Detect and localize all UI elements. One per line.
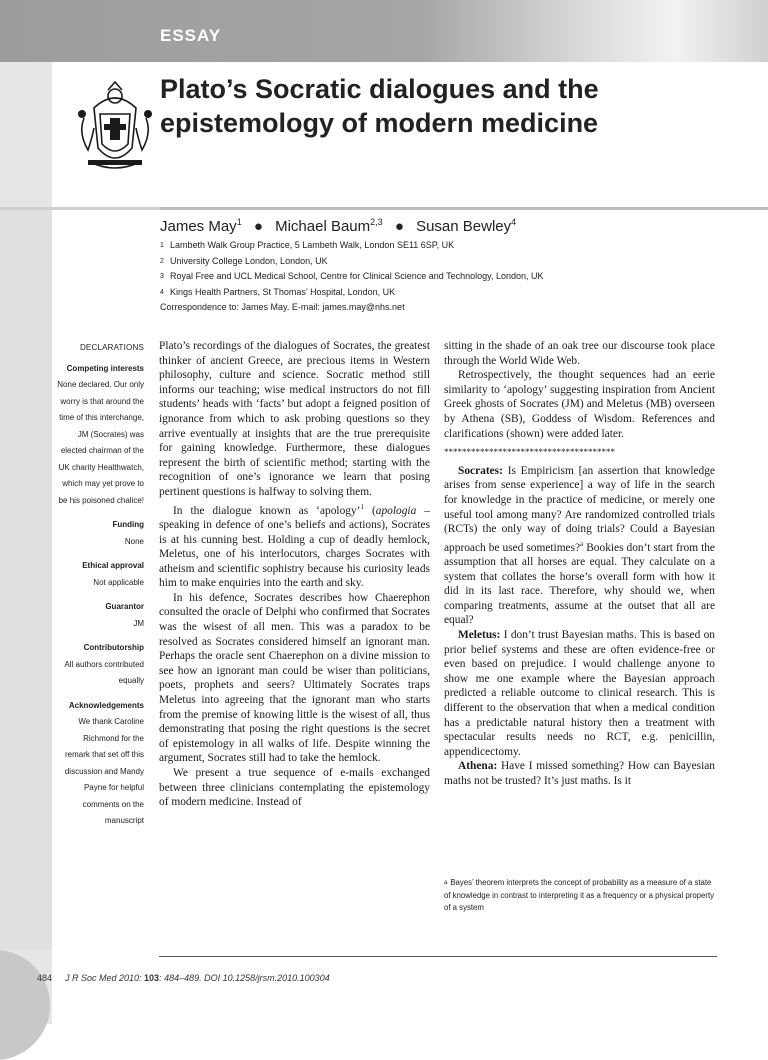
affiliation-line: 2 University College London, London, UK <box>160 255 328 266</box>
declaration-text: None <box>124 536 144 546</box>
declaration-heading: Ethical approval <box>82 561 144 570</box>
author-affiliation-mark: 2,3 <box>370 217 383 227</box>
section-label: ESSAY <box>160 26 222 45</box>
footer-divider <box>159 956 717 957</box>
declaration-text: None declared. Our only worry is that around the time of this interchange, JM (Socrates) was elected chairman of the UK charity Healthwatch, which may yet prove to be his poisoned chalice! <box>57 380 144 505</box>
author-name: Michael Baum <box>275 218 371 235</box>
section-break: ************************************** <box>444 447 615 458</box>
affiliation-line: 1 Lambeth Walk Group Practice, 5 Lambeth Walk, London SE11 6SP, UK <box>160 240 455 250</box>
declaration-text: We thank Caroline Richmond for the remark that set off this discussion and Mandy Payne for helpful comments on the manuscript <box>64 717 144 825</box>
declaration-heading: Funding <box>112 520 144 529</box>
declaration-section <box>56 640 144 690</box>
declaration-section <box>56 558 144 591</box>
declaration-text: Not applicable <box>93 577 144 587</box>
declaration-section <box>56 361 144 510</box>
paragraph: Retrospectively, the thought sequences had an eerie similarity to ‘apology’ suggesting inspiration from Ancient Greek ghosts of Socrates (JM) and Meletus (MB) overseen by Athena (SB), Goddess of Wisdom. References and clarifications (shown) were added later. <box>444 369 715 440</box>
page-number: 484 <box>37 973 53 983</box>
speaker-name: Socrates: <box>458 464 503 477</box>
article-title: Plato’s Socratic dialogues and the epistemology of modern medicine <box>160 74 599 138</box>
author-name: James May <box>160 218 237 235</box>
paragraph: Plato’s recordings of the dialogues of Socrates, the greatest thinker of ancient Greece, are precious items in Western philosophy, culture and science. Socratic method still informs our teaching; wise medical instructors do not fill students’ heads with ‘facts’ but adopt a feigned position of ignorance from which to ask probing questions so they arrive eventually at insights that are the true prerequisite for gaining knowledge. Furthermore, these dialogues represent the birth of scientific method; starting with the recognition of one’s ignorance we learn that posing pertinent questions is halfway to solving them. <box>159 340 430 498</box>
dialogue-paragraph: Socrates: Is Empiricism [an assertion that knowledge arises from sense experience] a way of life in the search for knowledge in the practice of medicine, or merely one useful tool among many? Are randomized controlled trials (RCTs) the only way of doing trials? Could a Bayesian approach be used sometimes?$^a$ Bookies don’t start from the assumption that all horses are equal. They calculate on a system that collates the horse’s overall form with how it did in its last race. Therefore, why should we, when comparing treatments, assume at the outset that all are equal? <box>444 464 715 627</box>
declaration-section <box>56 698 144 830</box>
society-crest-logo <box>74 78 156 174</box>
reference-mark: 1 <box>360 502 364 511</box>
author-list <box>160 217 516 235</box>
declarations-sidebar <box>56 340 144 838</box>
declaration-heading: Acknowledgements <box>68 700 144 710</box>
dialogue-paragraph: Athena: Have I missed something? How can Bayesian maths not be trusted? It’s just maths. Is it <box>444 760 715 788</box>
speaker-name: Meletus: <box>458 629 501 642</box>
paragraph: In his defence, Socrates describes how Chaerephon consulted the oracle of Delphi who confirmed that Socrates was the wisest of all men. This was a paradox to be resolved as Socrates considered himself an ignorant man. Perhaps the oracle sent Chaerephon on a divine mission to see how an ignorant man could be wiser than politicians, poets, prophets and seers? Ultimately Socrates traps Meletus into agreeing that the ignorant man who starts from the premise of knowing little is the wisest of all, thus demonstrating that posing the right questions is the secret of epistemology in all walks of life. Despite winning the argument, Socrates still had to take the hemlock. <box>159 591 430 765</box>
body-column-1 <box>159 339 430 810</box>
paragraph: sitting in the shade of an oak tree our discourse took place through the World Wide Web. <box>444 340 715 367</box>
body-column-2 <box>444 339 715 789</box>
footnote: $^a$ Bayes’ theorem interprets the concept of probability as a measure of a state of knowledge in contrast to interpreting it as a frequency or a physical property of a system <box>444 878 715 912</box>
author-affiliation-mark: 1 <box>236 217 242 227</box>
author-separator: ● <box>394 218 404 235</box>
dialogue-paragraph: Meletus: I don’t trust Bayesian maths. This is based on prior belief systems and these are often evidence-free or even based on prejudice. I would challenge anyone to show me one example where the Bayesian approach predicted a reliable outcome to clinical research. This is different to the observation that when a medical condition has a predictable natural history then a treatment with spectacular results needs no RCT, e.g. penicillin, appendicectomy. <box>444 629 715 758</box>
declaration-text: All authors contributed equally <box>64 659 144 685</box>
footnote-mark: a <box>580 539 584 548</box>
journal-citation: J R Soc Med 2010: 103: 484–489. DOI 10.1258/jrsm.2010.100304 <box>65 973 330 983</box>
paragraph: In the dialogue known as ‘apology’$^1$ (apologia – speaking in defence of one’s beliefs and actions), Socrates is at his cunning best. Holding a cup of deadly hemlock, Meletus, one of his interlocutors, charges Socrates with atheism and scientific sophistry because his curiosity leads him to make enquiries into the earth and sky. <box>159 502 430 590</box>
paragraph: We present a true sequence of e-mails exchanged between three clinicians contemplating the epistemology of modern medicine. Instead of <box>159 767 430 809</box>
affiliations <box>160 238 544 316</box>
declaration-heading: Guarantor <box>105 602 144 611</box>
declaration-section <box>56 517 144 550</box>
author-affiliation-mark: 4 <box>511 217 517 227</box>
declaration-section <box>56 599 144 632</box>
declaration-text: JM <box>133 618 144 628</box>
header-banner <box>0 0 768 62</box>
declarations-heading: DECLARATIONS <box>79 343 144 352</box>
speaker-name: Athena: <box>458 760 498 773</box>
author-separator: ● <box>253 218 263 235</box>
declaration-heading: Contributorship <box>83 643 144 652</box>
author-name: Susan Bewley <box>416 218 512 235</box>
correspondence: Correspondence to: James May. E-mail: james.may@nhs.net <box>160 302 405 312</box>
left-margin-band-dark <box>0 210 52 950</box>
title-divider-left <box>0 207 160 210</box>
declaration-heading: Competing interests <box>66 363 144 373</box>
affiliation-line: 3 Royal Free and UCL Medical School, Centre for Clinical Science and Technology, London, UK <box>160 271 544 281</box>
affiliation-line: 4 Kings Health Partners, St Thomas’ Hospital, London, UK <box>160 286 396 297</box>
